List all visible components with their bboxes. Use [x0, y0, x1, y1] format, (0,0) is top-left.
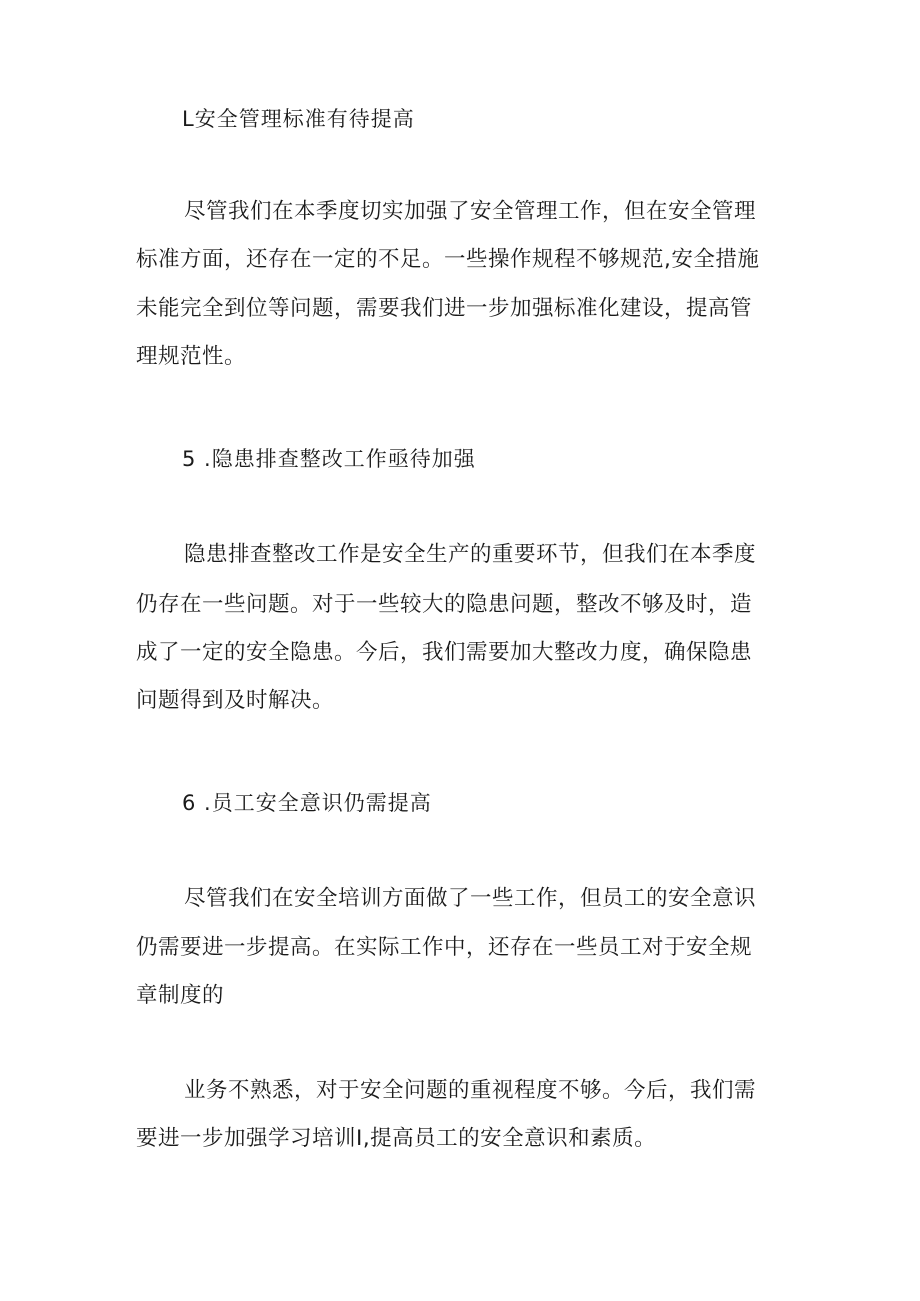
- paragraph-line: 尽管我们在本季度切实加强了安全管理工作，但在安全管理: [184, 199, 757, 224]
- paragraph-line: 章制度的: [136, 983, 225, 1008]
- paragraph-line: 问题得到及时解决。: [136, 688, 335, 713]
- paragraph-line: 仍需要进一步提高。在实际工作中，还存在一些员工对于安全规: [136, 935, 753, 960]
- paragraph-line: 标准方面，还存在一定的不足。一些操作规程不够规范,安全措施: [136, 247, 760, 272]
- paragraph-line: 成了一定的安全隐患。今后，我们需要加大整改力度，确保隐患: [136, 640, 753, 665]
- paragraph-line: 未能完全到位等问题，需要我们进一步加强标准化建设，提高管: [136, 296, 753, 321]
- continuation-line: 要进一步加强学习培训I,提高员工的安全意识和素质。: [136, 1126, 657, 1151]
- paragraph-line: 理规范性。: [136, 344, 247, 369]
- section-heading: 5 .隐患排查整改工作亟待加强: [182, 447, 476, 471]
- continuation-line: 业务不熟悉，对于安全问题的重视程度不够。今后，我们需: [184, 1078, 757, 1103]
- section-heading: L安全管理标准有待提高: [182, 107, 415, 131]
- paragraph-line: 仍存在一些问题。对于一些较大的隐患问题，整改不够及时，造: [136, 592, 753, 617]
- section-heading: 6 .员工安全意识仍需提高: [182, 791, 432, 815]
- paragraph-line: 尽管我们在安全培训方面做了一些工作，但员工的安全意识: [184, 886, 757, 911]
- paragraph-line: 隐患排查整改工作是安全生产的重要环节，但我们在本季度: [184, 542, 757, 567]
